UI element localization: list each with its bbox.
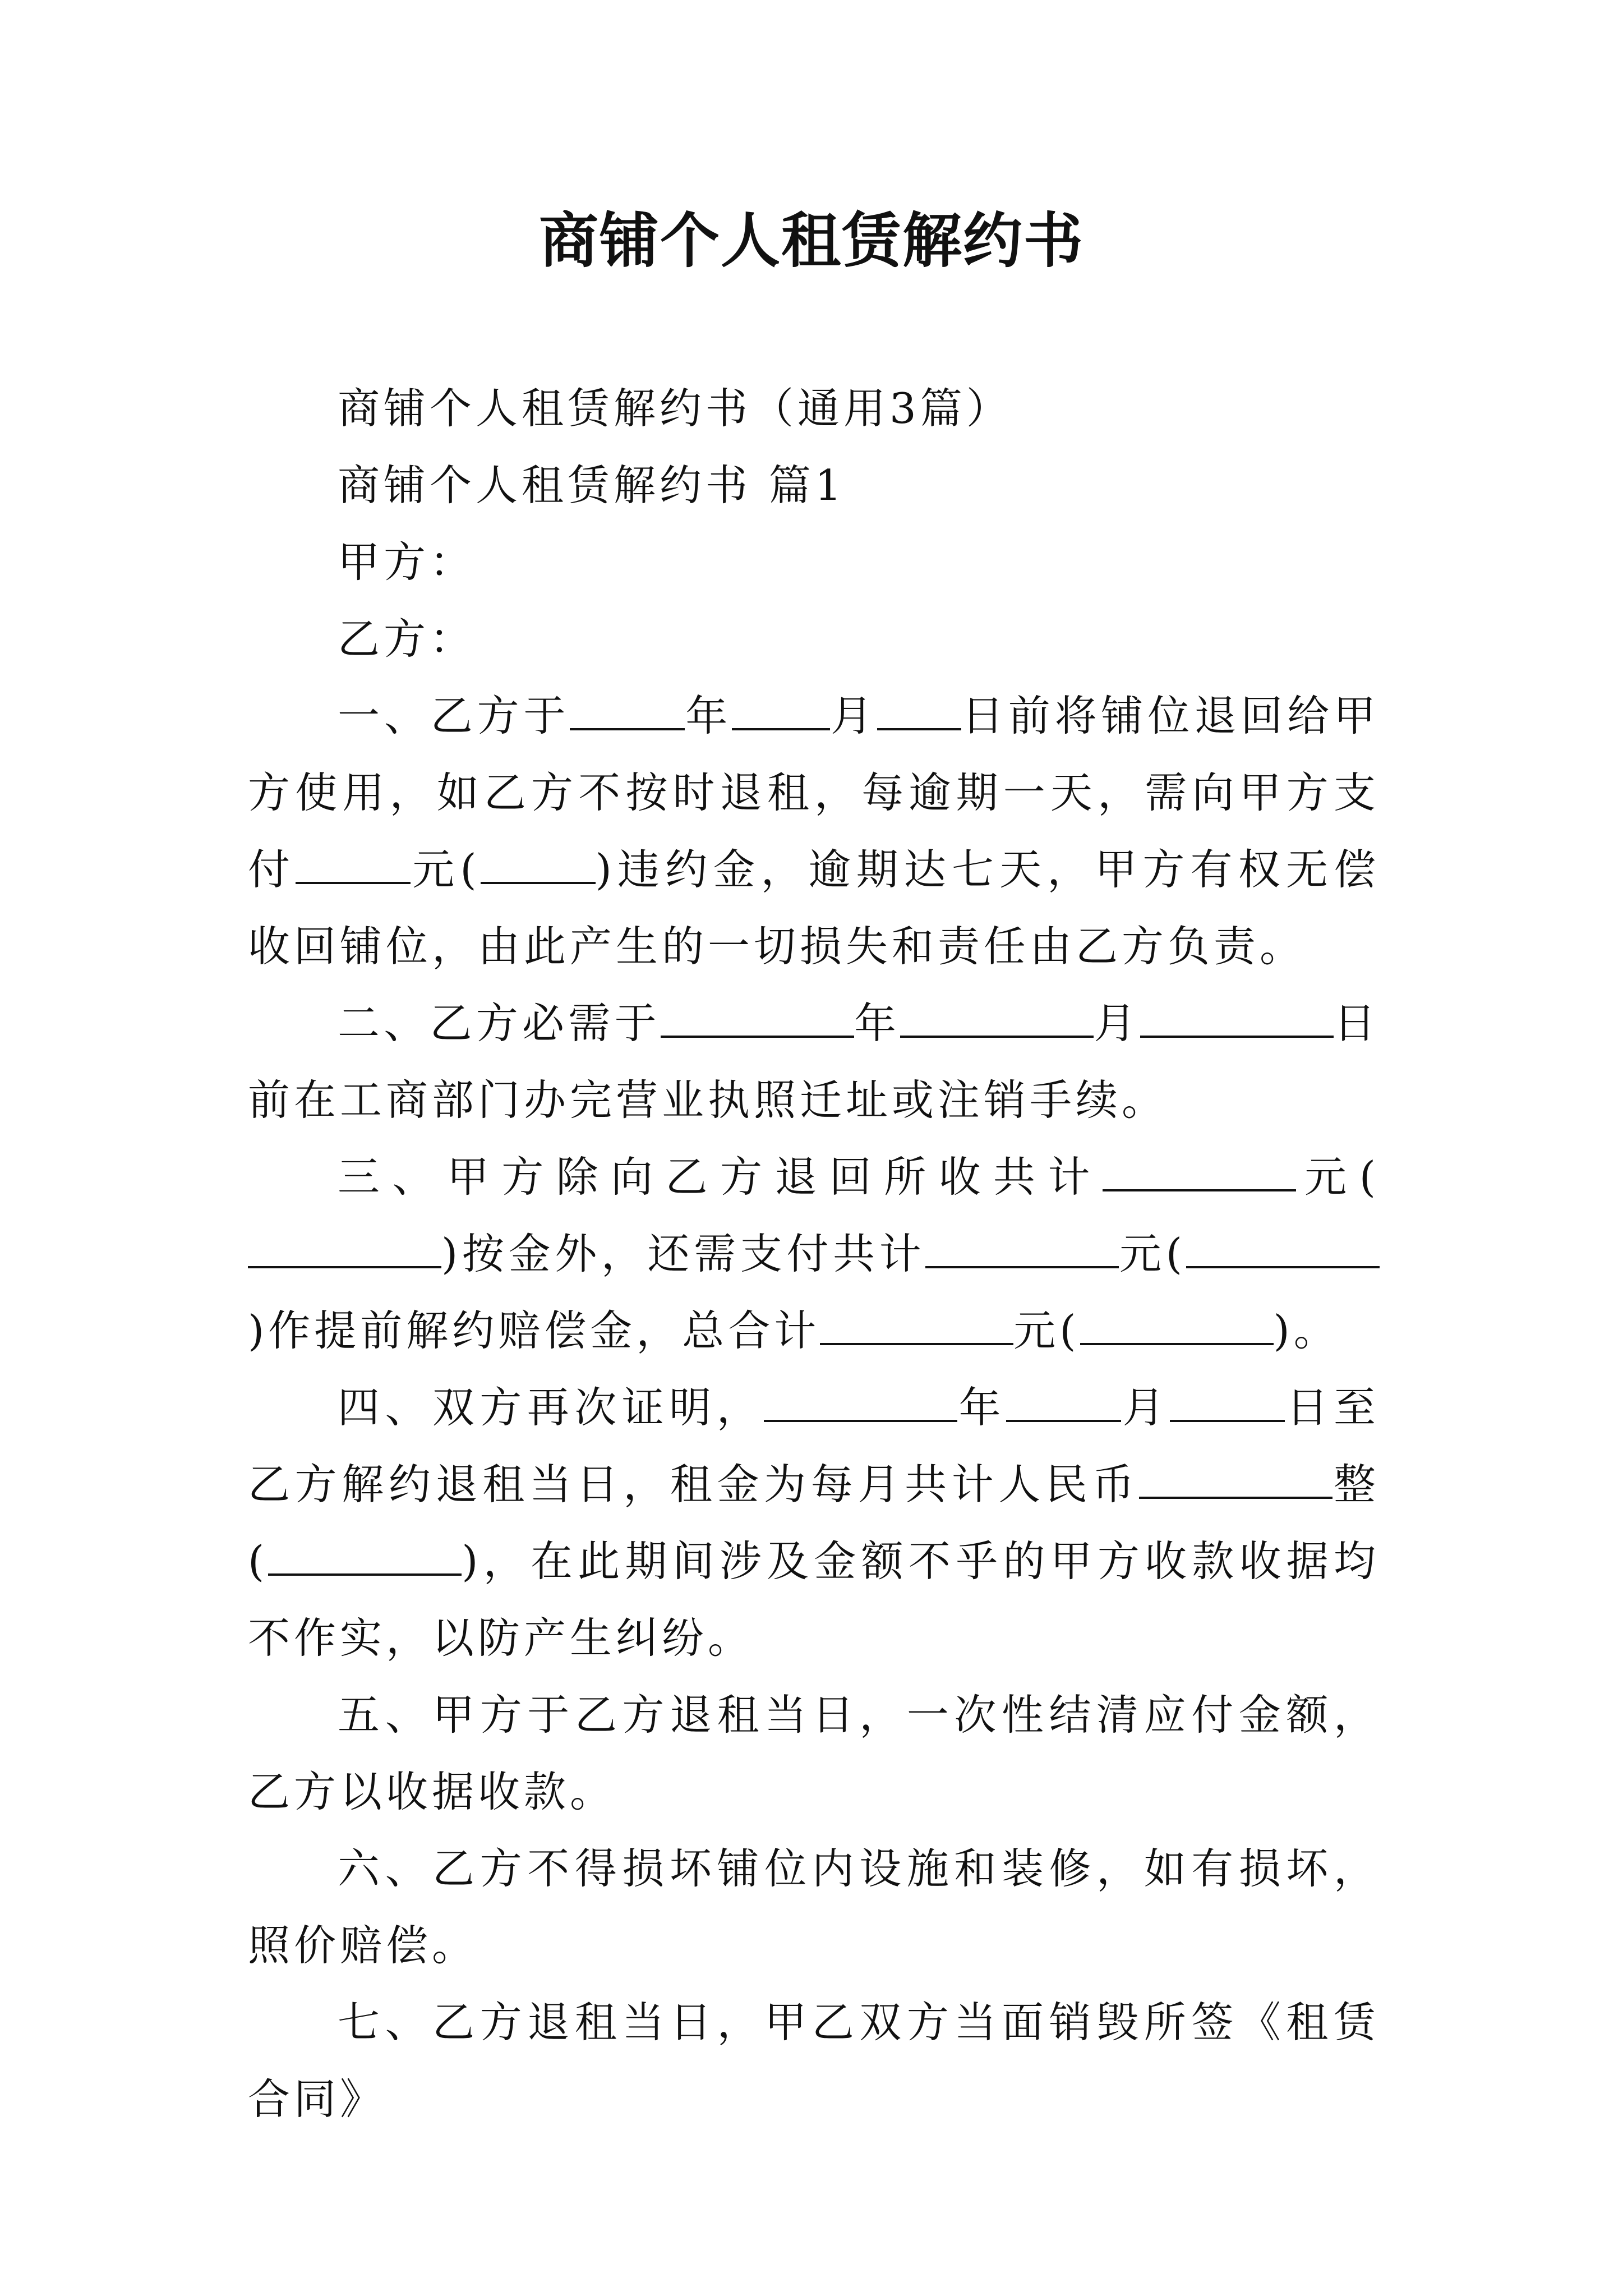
- party-b-label: 乙方：: [338, 614, 476, 664]
- clause-2-text-4: 日前在工商部门办完营业执照迁址或注销手续。: [248, 999, 1380, 1125]
- clause-4-text-2: 年: [957, 1383, 1007, 1432]
- blank-field: [900, 1002, 1094, 1038]
- blank-field: [764, 1386, 957, 1422]
- blank-field: [1006, 1386, 1121, 1422]
- blank-field: [1080, 1309, 1274, 1345]
- blank-field: [268, 1540, 462, 1576]
- blank-field: [877, 694, 961, 730]
- clause-3-text-5: )作提前解约赔偿金，总合计: [248, 1306, 820, 1355]
- clause-4-text-3: 月: [1121, 1383, 1170, 1432]
- blank-field: [820, 1309, 1013, 1345]
- clause-2-text-2: 年: [854, 999, 901, 1048]
- clause-4-text-1: 四、双方再次证明，: [338, 1383, 764, 1432]
- clause-5: 五、甲方于乙方退租当日，一次性结清应付金额，乙方以收据收款。: [248, 1690, 1380, 1816]
- blank-field: [1103, 1156, 1296, 1191]
- clause-3-text-4: 元(: [1119, 1229, 1187, 1278]
- clause-4-text-4: 日至乙方解约退租当日，租金为每月共计人民币: [248, 1383, 1380, 1509]
- clause-2-text-3: 月: [1094, 999, 1140, 1048]
- clause-4: [248, 1369, 1380, 1677]
- blank-field: [248, 1232, 441, 1268]
- clause-6: 六、乙方不得损坏铺位内设施和装修，如有损坏，照价赔偿。: [248, 1844, 1380, 1970]
- blank-field: [1186, 1232, 1380, 1268]
- heading-general: 商铺个人租赁解约书（通用3篇）: [338, 384, 1012, 433]
- clause-1-text-1: 一、乙方于: [338, 691, 570, 740]
- blank-field: [570, 694, 685, 730]
- heading-part-1: 商铺个人租赁解约书 篇1: [338, 461, 846, 510]
- document-body: [248, 370, 1380, 2138]
- blank-field: [732, 694, 830, 730]
- blank-field: [1140, 1002, 1334, 1038]
- blank-field: [1139, 1463, 1332, 1499]
- clause-1-text-5: 元(: [411, 845, 481, 894]
- clause-1-text-2: 年: [685, 691, 732, 740]
- clause-7: 七、乙方退租当日，甲乙双方当面销毁所签《租赁合同》: [248, 1998, 1380, 2124]
- clause-3-text-6: 元(: [1013, 1306, 1080, 1355]
- clause-3-text-3: )按金外，还需支付共计: [441, 1229, 926, 1278]
- clause-2-text-1: 二、乙方必需于: [338, 999, 661, 1048]
- clause-1-text-3: 月: [830, 691, 877, 740]
- document-title: 商铺个人租赁解约书: [539, 205, 1084, 275]
- clause-3-text-7: )。: [1273, 1306, 1340, 1355]
- clause-3-text-1: 三、甲方除向乙方退回所收共计: [338, 1152, 1103, 1202]
- blank-field: [661, 1002, 854, 1038]
- blank-field: [925, 1232, 1119, 1268]
- clause-3: [248, 1139, 1380, 1369]
- blank-field: [481, 848, 596, 884]
- clause-1: [248, 678, 1380, 985]
- blank-field: [1170, 1386, 1285, 1422]
- clause-1-text-4: 日前将铺位退回给甲方使用，如乙方不按时退租，每逾期一天，需向甲方支付: [248, 691, 1380, 894]
- clause-3-text-2: 元(: [1295, 1152, 1380, 1202]
- blank-field: [296, 848, 411, 884]
- clause-4-text-5: 整(: [248, 1460, 1380, 1586]
- clause-2: [248, 985, 1380, 1139]
- clause-4-text-6: )，在此期间涉及金额不乎的甲方收款收据均不作实，以防产生纠纷。: [248, 1536, 1380, 1663]
- clause-1-text-6: )违约金，逾期达七天，甲方有权无偿收回铺位，由此产生的一切损失和责任由乙方负责。: [248, 845, 1380, 971]
- party-a-label: 甲方：: [338, 537, 476, 587]
